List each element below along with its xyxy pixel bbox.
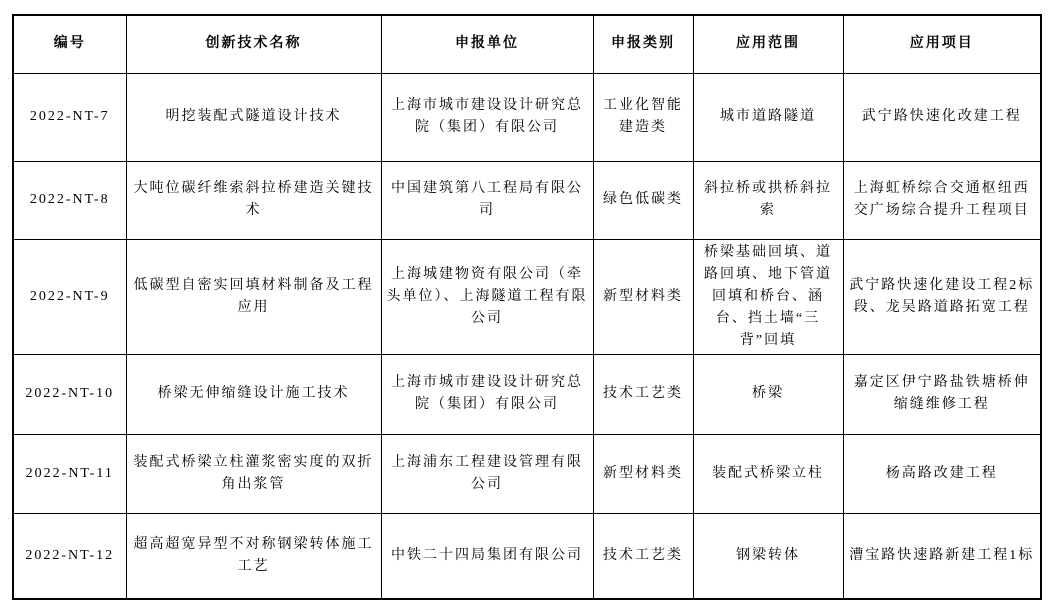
cell-unit: 上海市城市建设设计研究总院（集团）有限公司 (381, 354, 593, 434)
cell-tech-name: 大吨位碳纤维索斜拉桥建造关键技术 (126, 161, 381, 239)
cell-project: 上海虹桥综合交通枢纽西交广场综合提升工程项目 (843, 161, 1041, 239)
column-header-unit: 申报单位 (381, 15, 593, 73)
cell-scope: 桥梁基础回填、道路回填、地下管道回填和桥台、涵台、挡土墙“三背”回填 (693, 239, 843, 354)
cell-project: 武宁路快速化建设工程2标段、龙吴路道路拓宽工程 (843, 239, 1041, 354)
cell-scope: 钢梁转体 (693, 513, 843, 599)
cell-id: 2022-NT-11 (13, 434, 126, 513)
cell-tech-name: 桥梁无伸缩缝设计施工技术 (126, 354, 381, 434)
cell-scope: 斜拉桥或拱桥斜拉索 (693, 161, 843, 239)
cell-project: 武宁路快速化改建工程 (843, 73, 1041, 161)
cell-project: 杨高路改建工程 (843, 434, 1041, 513)
cell-category: 新型材料类 (593, 239, 693, 354)
table-row (13, 161, 1041, 239)
table-row (13, 354, 1041, 434)
cell-unit: 上海城建物资有限公司（牵头单位）、上海隧道工程有限公司 (381, 239, 593, 354)
cell-scope: 装配式桥梁立柱 (693, 434, 843, 513)
cell-unit: 中铁二十四局集团有限公司 (381, 513, 593, 599)
table-row (13, 513, 1041, 599)
cell-tech-name: 超高超宽异型不对称钢梁转体施工工艺 (126, 513, 381, 599)
cell-category: 技术工艺类 (593, 513, 693, 599)
cell-unit: 上海市城市建设设计研究总院（集团）有限公司 (381, 73, 593, 161)
cell-scope: 城市道路隧道 (693, 73, 843, 161)
innovation-tech-table (12, 14, 1042, 600)
column-header-project: 应用项目 (843, 15, 1041, 73)
cell-category: 技术工艺类 (593, 354, 693, 434)
cell-unit: 上海浦东工程建设管理有限公司 (381, 434, 593, 513)
column-header-category: 申报类别 (593, 15, 693, 73)
table-row (13, 73, 1041, 161)
cell-category: 工业化智能建造类 (593, 73, 693, 161)
cell-id: 2022-NT-12 (13, 513, 126, 599)
table-row (13, 434, 1041, 513)
cell-project: 嘉定区伊宁路盐铁塘桥伸缩缝维修工程 (843, 354, 1041, 434)
header-row (13, 15, 1041, 73)
cell-project: 漕宝路快速路新建工程1标 (843, 513, 1041, 599)
cell-id: 2022-NT-8 (13, 161, 126, 239)
cell-id: 2022-NT-9 (13, 239, 126, 354)
table-row (13, 239, 1041, 354)
cell-category: 新型材料类 (593, 434, 693, 513)
column-header-id: 编号 (13, 15, 126, 73)
cell-scope: 桥梁 (693, 354, 843, 434)
cell-id: 2022-NT-7 (13, 73, 126, 161)
cell-tech-name: 明挖装配式隧道设计技术 (126, 73, 381, 161)
cell-tech-name: 装配式桥梁立柱灌浆密实度的双折角出浆管 (126, 434, 381, 513)
cell-unit: 中国建筑第八工程局有限公司 (381, 161, 593, 239)
cell-category: 绿色低碳类 (593, 161, 693, 239)
column-header-name: 创新技术名称 (126, 15, 381, 73)
cell-tech-name: 低碳型自密实回填材料制备及工程应用 (126, 239, 381, 354)
column-header-scope: 应用范围 (693, 15, 843, 73)
cell-id: 2022-NT-10 (13, 354, 126, 434)
